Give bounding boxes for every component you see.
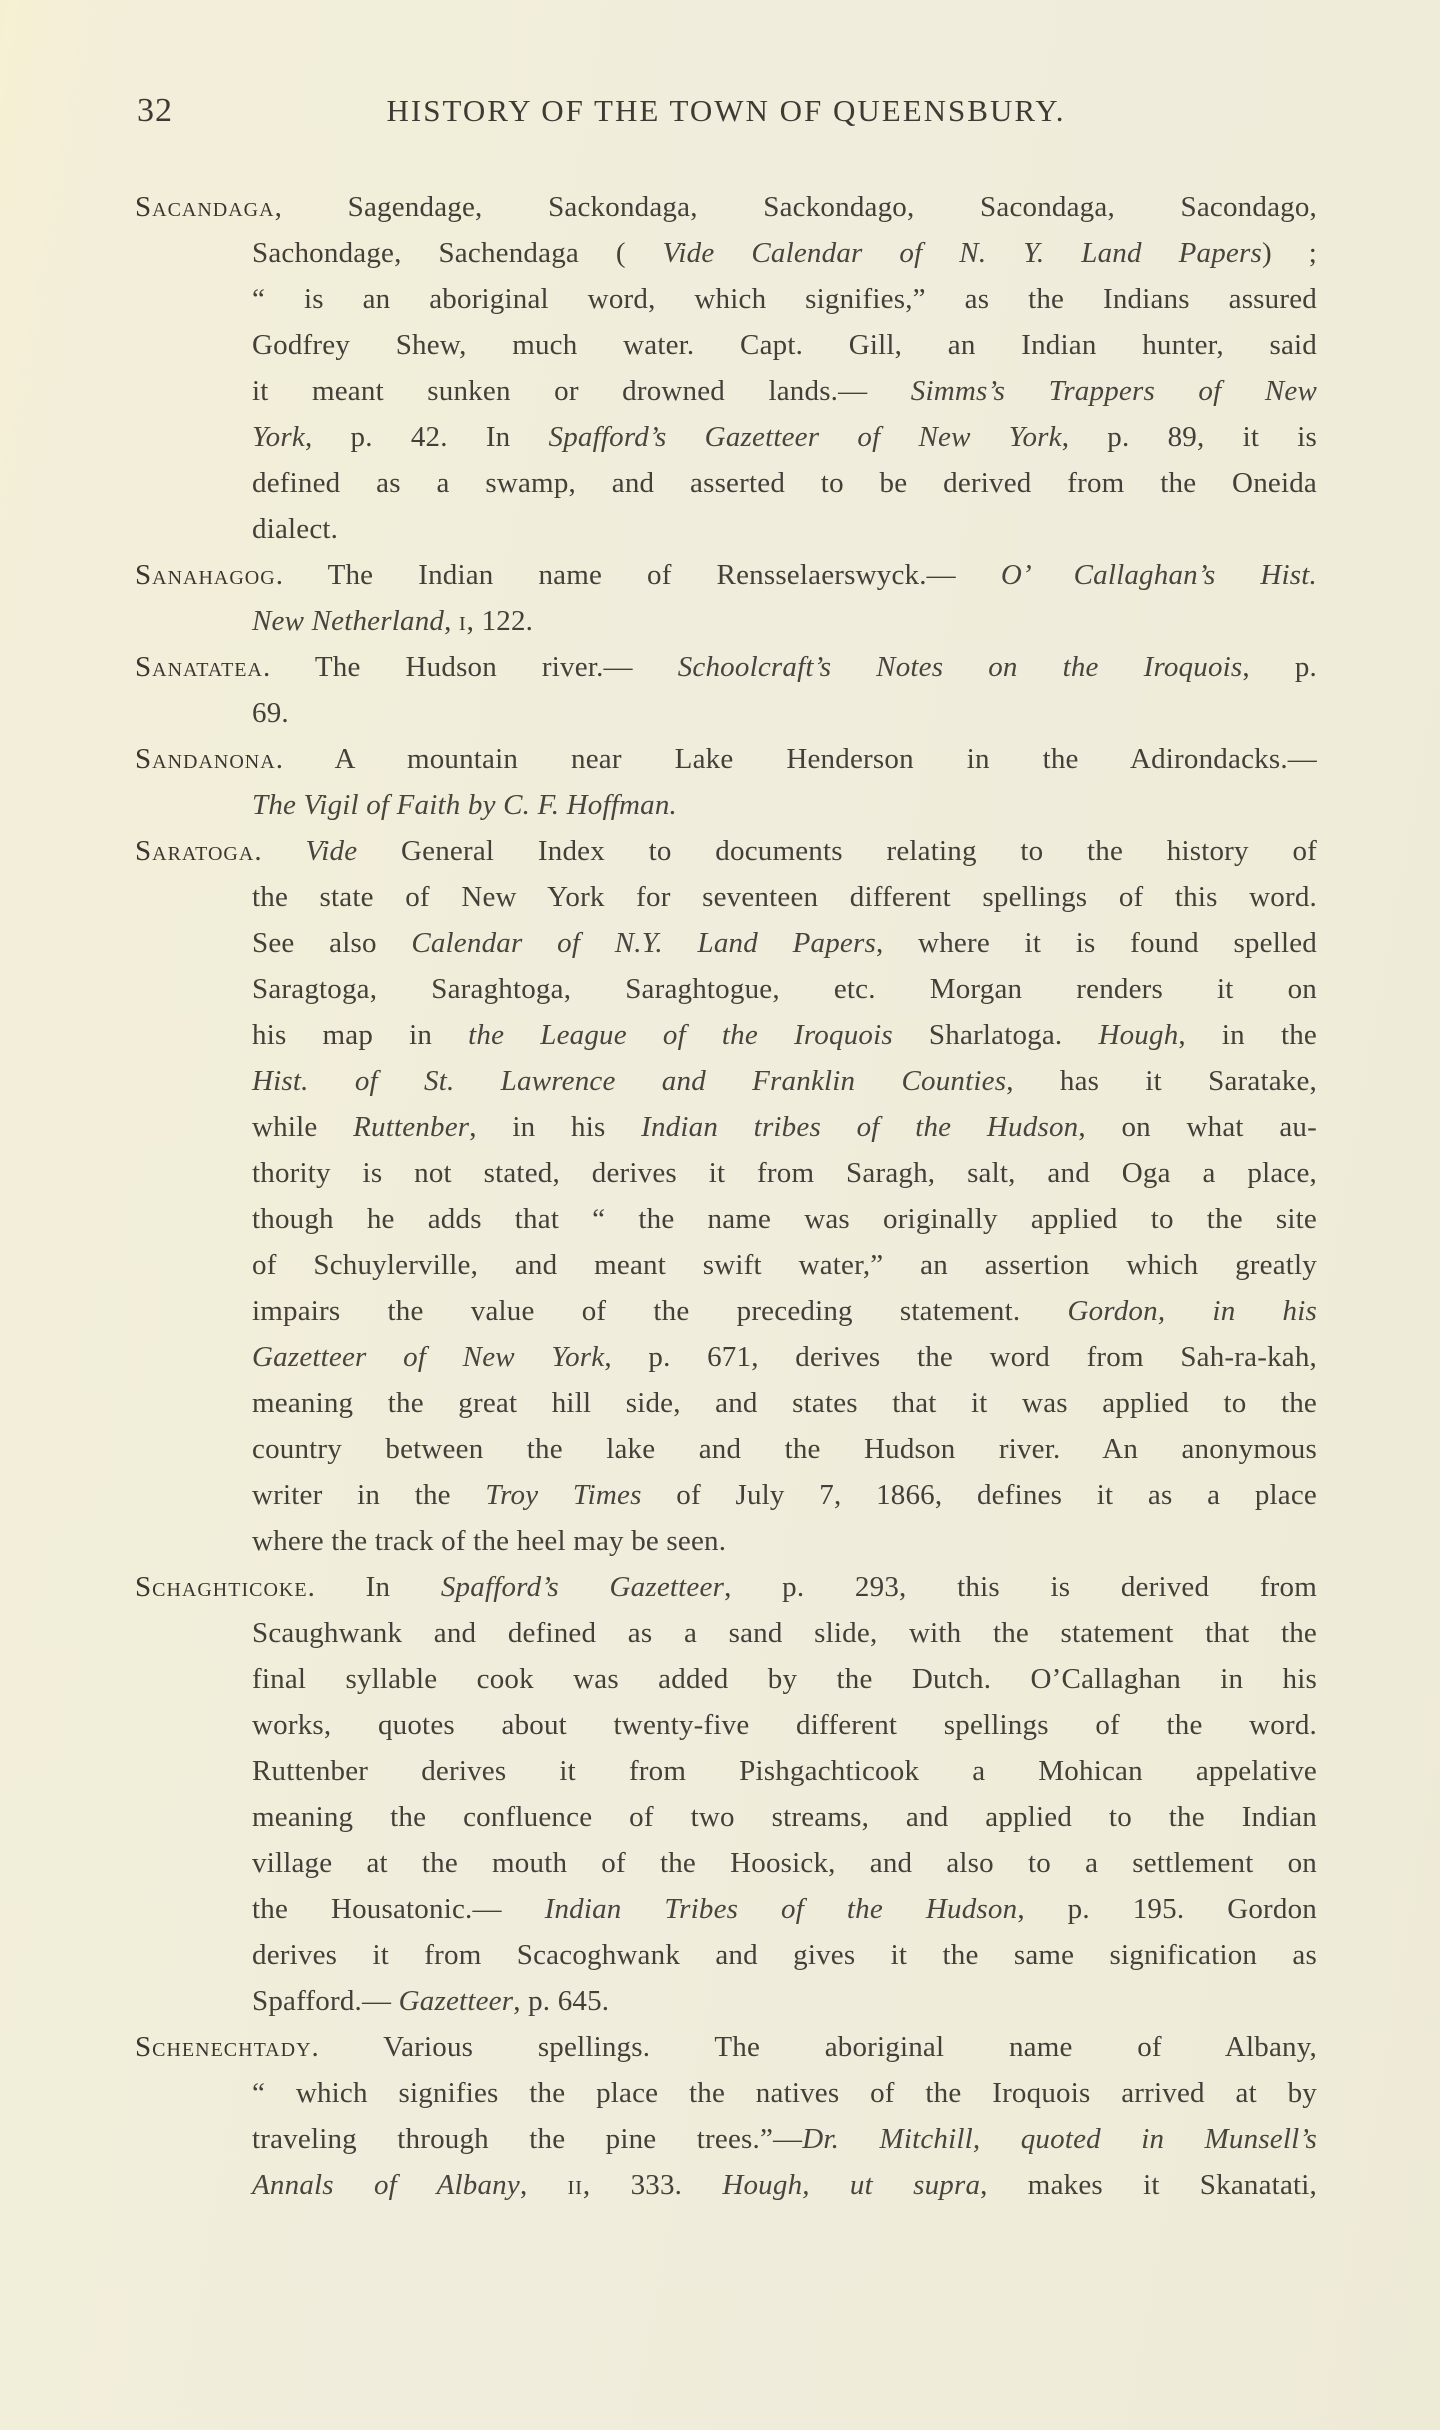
text-line: Annals of Albany, ii, 333. Hough, ut supra, makes it Skanatati,: [252, 2169, 1317, 2201]
text-line: Scaughwank and defined as a sand slide, with the statement that the: [252, 1617, 1317, 1649]
text-line: “ which signifies the place the natives of the Iroquois arrived at by: [252, 2077, 1317, 2109]
text-line: The Vigil of Faith by C. F. Hoffman.: [252, 789, 678, 821]
text-line: Sacandaga, Sagendage, Sackondaga, Sackondago, Sacondaga, Sacondago,: [135, 191, 1317, 223]
text-line: Gazetteer of New York, p. 671, derives the word from Sah-ra-kah,: [252, 1341, 1317, 1373]
entries: [135, 184, 1317, 2208]
text-line: the Housatonic.— Indian Tribes of the Hudson, p. 195. Gordon: [252, 1893, 1317, 1925]
entry-sanahagog: [135, 552, 1317, 644]
page-header: [135, 88, 1317, 134]
text-line: meaning the great hill side, and states that it was applied to the: [252, 1387, 1317, 1419]
text-line: Schenechtady. Various spellings. The aboriginal name of Albany,: [135, 2031, 1317, 2063]
text-line: “ is an aboriginal word, which signifies,” as the Indians assured: [252, 283, 1317, 315]
running-title: HISTORY OF THE TOWN OF QUEENSBURY.: [386, 93, 1066, 128]
page-content: [135, 88, 1317, 2208]
text-line: country between the lake and the Hudson river. An anonymous: [252, 1433, 1317, 1465]
text-line: traveling through the pine trees.”—Dr. Mitchill, quoted in Munsell’s: [252, 2123, 1317, 2155]
text-line: Ruttenber derives it from Pishgachticook a Mohican appelative: [252, 1755, 1317, 1787]
text-line: Saragtoga, Saraghtoga, Saraghtogue, etc. Morgan renders it on: [252, 973, 1317, 1005]
text-line: writer in the Troy Times of July 7, 1866, defines it as a place: [252, 1479, 1318, 1511]
entry-schaghticoke: [135, 1564, 1317, 2024]
text-line: where the track of the heel may be seen.: [252, 1525, 727, 1557]
text-line: Sanatatea. The Hudson river.— Schoolcraft’s Notes on the Iroquois, p.: [135, 651, 1317, 683]
text-line: while Ruttenber, in his Indian tribes of the Hudson, on what au-: [252, 1111, 1317, 1143]
text-line: 69.: [252, 697, 289, 729]
text-line: Sanahagog. The Indian name of Rensselaerswyck.— O’ Callaghan’s Hist.: [135, 559, 1317, 591]
text-line: York, p. 42. In Spafford’s Gazetteer of New York, p. 89, it is: [252, 421, 1317, 453]
entry-schenechtady: [135, 2024, 1317, 2208]
text-line: Sandanona. A mountain near Lake Henderson in the Adirondacks.—: [135, 743, 1317, 775]
text-line: Godfrey Shew, much water. Capt. Gill, an Indian hunter, said: [252, 329, 1317, 361]
text-line: derives it from Scacoghwank and gives it the same signification as: [252, 1939, 1317, 1971]
text-line: New Netherland, i, 122.: [252, 605, 534, 637]
entry-sacandaga: [135, 184, 1317, 552]
text-line: though he adds that “ the name was originally applied to the site: [252, 1203, 1317, 1235]
text-line: Hist. of St. Lawrence and Franklin Counties, has it Saratake,: [252, 1065, 1318, 1097]
text-line: defined as a swamp, and asserted to be derived from the Oneida: [252, 467, 1317, 499]
text-line: Sachondage, Sachendaga ( Vide Calendar of N. Y. Land Papers) ;: [252, 237, 1317, 269]
text-line: impairs the value of the preceding statement. Gordon, in his: [252, 1295, 1317, 1327]
text-line: meaning the confluence of two streams, and applied to the Indian: [252, 1801, 1317, 1833]
entry-sandanona: [135, 736, 1317, 828]
text-line: his map in the League of the Iroquois Sharlatoga. Hough, in the: [252, 1019, 1317, 1051]
text-line: of Schuylerville, and meant swift water,” an assertion which greatly: [252, 1249, 1317, 1281]
text-line: it meant sunken or drowned lands.— Simms’s Trappers of New: [252, 375, 1317, 407]
entry-sanatatea: [135, 644, 1317, 736]
text-line: works, quotes about twenty-five different spellings of the word.: [252, 1709, 1317, 1741]
text-line: Saratoga. Vide General Index to documents relating to the history of: [135, 835, 1317, 867]
text-line: See also Calendar of N.Y. Land Papers, where it is found spelled: [252, 927, 1317, 959]
text-line: Schaghticoke. In Spafford’s Gazetteer, p. 293, this is derived from: [135, 1571, 1317, 1603]
text-line: dialect.: [252, 513, 339, 545]
entry-saratoga: [135, 828, 1317, 1564]
page-number: 32: [137, 92, 173, 129]
text-line: Spafford.— Gazetteer, p. 645.: [252, 1985, 610, 2017]
text-line: village at the mouth of the Hoosick, and also to a settlement on: [252, 1847, 1317, 1879]
text-line: thority is not stated, derives it from Saragh, salt, and Oga a place,: [252, 1157, 1317, 1189]
text-line: the state of New York for seventeen different spellings of this word.: [252, 881, 1317, 913]
text-line: final syllable cook was added by the Dutch. O’Callaghan in his: [252, 1663, 1317, 1695]
